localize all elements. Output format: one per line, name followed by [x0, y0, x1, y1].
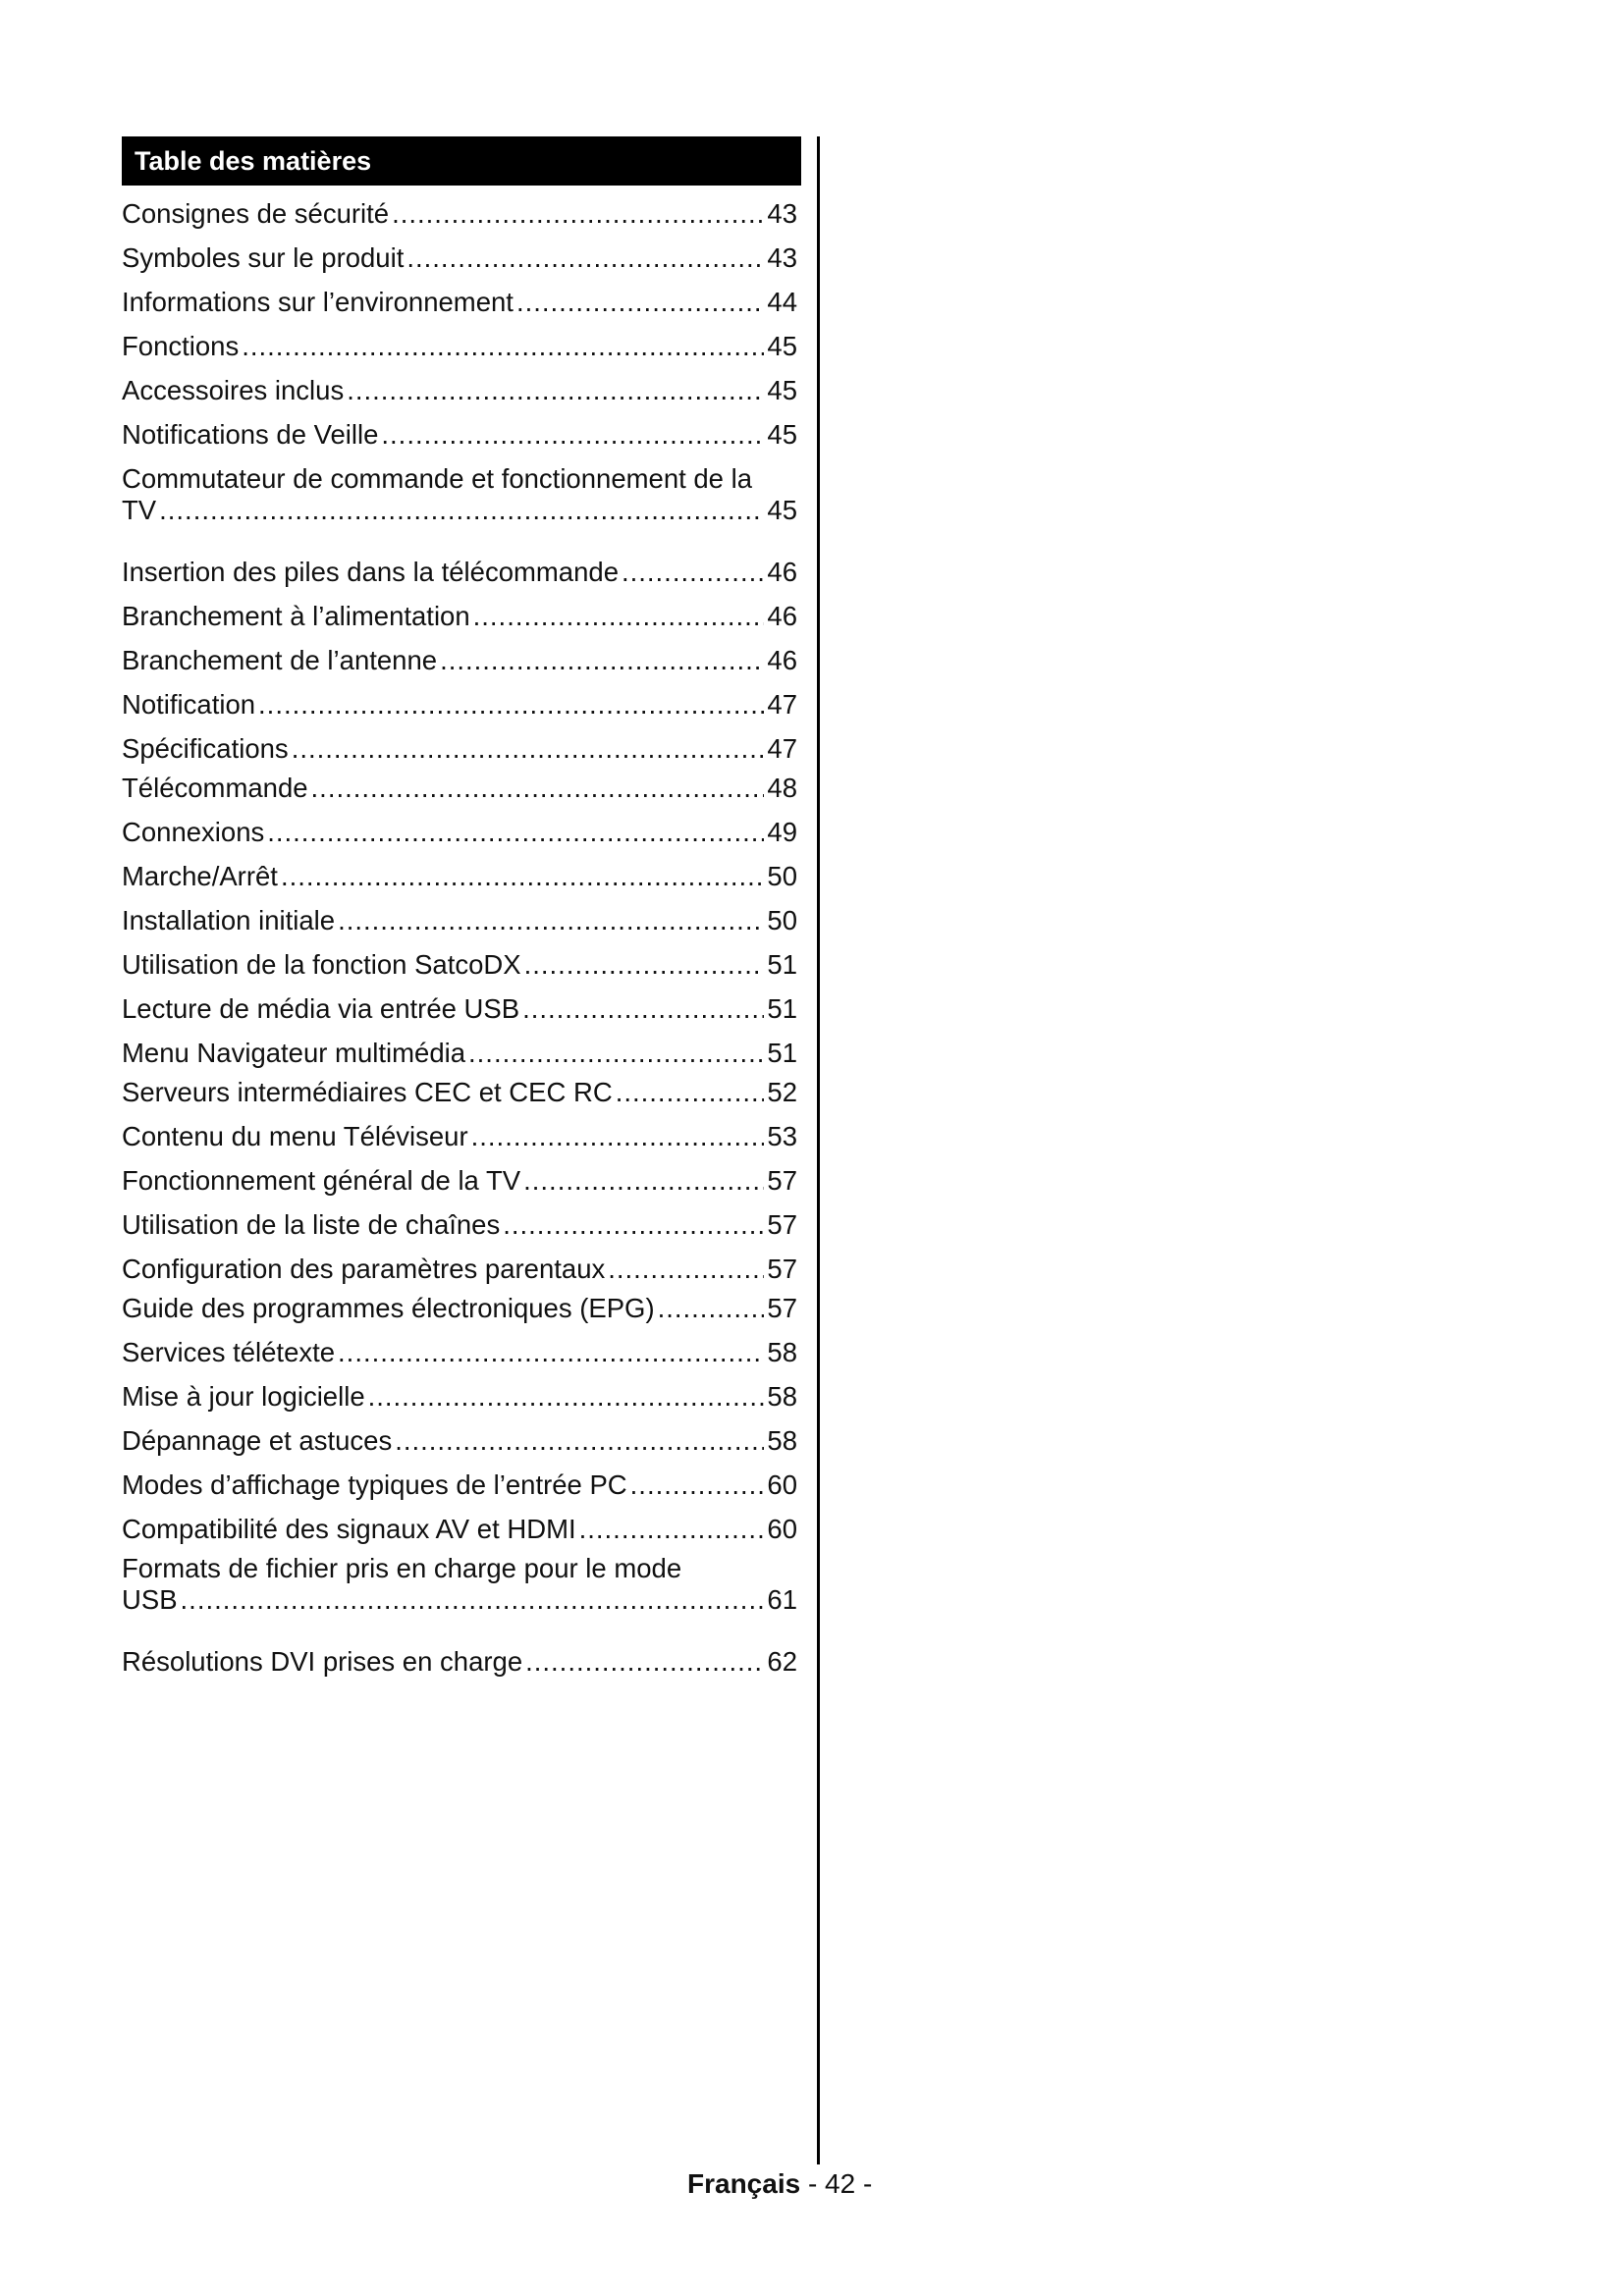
toc-entry[interactable] — [122, 601, 797, 632]
toc-entry[interactable] — [122, 198, 797, 230]
toc-entry[interactable] — [122, 689, 797, 721]
toc-entry[interactable] — [122, 331, 797, 362]
toc-entry-page: 46 — [767, 601, 797, 631]
leader-dots — [242, 331, 764, 362]
toc-entry-title-line1: Commutateur de commande et fonctionnement de la — [122, 463, 753, 494]
leader-dots — [525, 1646, 764, 1678]
toc-entry-page: 58 — [767, 1425, 797, 1456]
leader-dots — [616, 1077, 765, 1108]
leader-dots — [368, 1381, 765, 1413]
toc-entry-page: 51 — [767, 993, 797, 1024]
toc-entry-title: Symboles sur le produit — [122, 242, 405, 273]
toc-entry[interactable] — [122, 1514, 797, 1545]
leader-dots — [579, 1514, 765, 1545]
toc-entry-title: Accessoires inclus — [122, 375, 345, 405]
toc-entry-title: Mise à jour logicielle — [122, 1381, 365, 1412]
toc-entry[interactable] — [122, 287, 797, 318]
toc-entry-title: Modes d’affichage typiques de l’entrée PC — [122, 1469, 627, 1500]
toc-entry-page: 57 — [767, 1165, 797, 1196]
leader-dots — [159, 495, 764, 526]
leader-dots — [181, 1584, 765, 1616]
toc-entry-page: 60 — [767, 1469, 797, 1500]
toc-entry-page: 50 — [767, 905, 797, 935]
leader-dots — [523, 1165, 764, 1197]
toc-entry[interactable] — [122, 375, 797, 406]
toc-entry-page: 44 — [767, 287, 797, 317]
footer-language: Français — [687, 2168, 801, 2199]
toc-entry-page: 45 — [767, 495, 797, 525]
leader-dots — [503, 1209, 764, 1241]
leader-dots — [292, 733, 765, 765]
toc-entry-title: Menu Navigateur multimédia — [122, 1038, 466, 1068]
toc-entry-title: Insertion des piles dans la télécommande — [122, 557, 619, 587]
toc-entry[interactable] — [122, 817, 797, 848]
toc-entry-title: Notification — [122, 689, 256, 720]
toc-entry[interactable] — [122, 1646, 797, 1678]
toc-entry[interactable] — [122, 1553, 797, 1616]
toc-entry-title: Utilisation de la fonction SatcoDX — [122, 949, 521, 980]
toc-entry[interactable] — [122, 1038, 797, 1069]
toc-entry-page: 49 — [767, 817, 797, 847]
toc-entry-title: TV — [122, 495, 157, 525]
toc-entry-title: Télécommande — [122, 773, 308, 803]
leader-dots — [524, 949, 765, 981]
toc-entry-title: Spécifications — [122, 733, 289, 764]
toc-entry-page: 62 — [767, 1646, 797, 1677]
toc-entry-title: Résolutions DVI prises en charge — [122, 1646, 523, 1677]
toc-entry[interactable] — [122, 773, 797, 804]
toc-entry[interactable] — [122, 1293, 797, 1324]
footer-page-number: - 42 - — [807, 2168, 873, 2199]
leader-dots — [311, 773, 765, 804]
toc-entry-title: Informations sur l’environnement — [122, 287, 514, 317]
toc-entry[interactable] — [122, 1337, 797, 1368]
leader-dots — [630, 1469, 765, 1501]
toc-entry-page: 45 — [767, 331, 797, 361]
toc-entry-page: 51 — [767, 949, 797, 980]
toc-entry-title: Notifications de Veille — [122, 419, 379, 450]
toc-entry-page: 52 — [767, 1077, 797, 1107]
toc-entry-page: 43 — [767, 198, 797, 229]
toc-entry[interactable] — [122, 1381, 797, 1413]
toc-entry[interactable] — [122, 1469, 797, 1501]
toc-entry-page: 57 — [767, 1254, 797, 1284]
toc-entry-title: Fonctionnement général de la TV — [122, 1165, 521, 1196]
toc-entry-title: Fonctions — [122, 331, 240, 361]
toc-heading: Table des matières — [122, 136, 801, 186]
leader-dots — [440, 645, 764, 676]
toc-entry-title: Dépannage et astuces — [122, 1425, 393, 1456]
toc-entry-title: Services télétexte — [122, 1337, 336, 1367]
leader-dots — [338, 1337, 764, 1368]
toc-entry[interactable] — [122, 949, 797, 981]
leader-dots — [516, 287, 764, 318]
leader-dots — [281, 861, 764, 892]
toc-entry-page: 45 — [767, 375, 797, 405]
leader-dots — [608, 1254, 764, 1285]
toc-entry[interactable] — [122, 1209, 797, 1241]
toc-entry-title: Compatibilité des signaux AV et HDMI — [122, 1514, 576, 1544]
toc-entry-page: 58 — [767, 1381, 797, 1412]
leader-dots — [338, 905, 764, 936]
toc-entry[interactable] — [122, 1425, 797, 1457]
toc-entry-title: Installation initiale — [122, 905, 336, 935]
column-divider — [817, 136, 820, 2164]
toc-entry[interactable] — [122, 1254, 797, 1285]
toc-entry[interactable] — [122, 463, 797, 526]
toc-entry[interactable] — [122, 557, 797, 588]
leader-dots — [267, 817, 764, 848]
leader-dots — [473, 601, 765, 632]
toc-entry-title: Configuration des paramètres parentaux — [122, 1254, 606, 1284]
leader-dots — [347, 375, 764, 406]
leader-dots — [381, 419, 764, 451]
toc-entry-title: Serveurs intermédiaires CEC et CEC RC — [122, 1077, 613, 1107]
toc-entry-page: 53 — [767, 1121, 797, 1151]
toc-entry-title: Contenu du menu Téléviseur — [122, 1121, 468, 1151]
toc-entry-page: 50 — [767, 861, 797, 891]
toc-entry-title: Connexions — [122, 817, 265, 847]
leader-dots — [622, 557, 764, 588]
leader-dots — [658, 1293, 765, 1324]
toc-entry-page: 46 — [767, 557, 797, 587]
toc-entry-page: 60 — [767, 1514, 797, 1544]
toc-entry-page: 58 — [767, 1337, 797, 1367]
toc-entry-title: Branchement de l’antenne — [122, 645, 438, 675]
page-footer — [687, 2168, 872, 2200]
leader-dots — [471, 1121, 765, 1152]
toc-entry[interactable] — [122, 645, 797, 676]
toc-entry-page: 47 — [767, 689, 797, 720]
leader-dots — [392, 198, 764, 230]
toc-entry[interactable] — [122, 905, 797, 936]
leader-dots — [406, 242, 764, 274]
leader-dots — [258, 689, 764, 721]
toc-entry-title: Marche/Arrêt — [122, 861, 278, 891]
toc-entry-title: Guide des programmes électroniques (EPG) — [122, 1293, 655, 1323]
leader-dots — [522, 993, 764, 1025]
toc-entry-title: Consignes de sécurité — [122, 198, 390, 229]
toc-entry-title: Lecture de média via entrée USB — [122, 993, 520, 1024]
toc-entry[interactable] — [122, 733, 797, 765]
toc-entry[interactable] — [122, 1165, 797, 1197]
toc-entry[interactable] — [122, 1077, 797, 1108]
toc-entry-title: Utilisation de la liste de chaînes — [122, 1209, 501, 1240]
toc-entry-page: 45 — [767, 419, 797, 450]
toc-entry-page: 61 — [767, 1584, 797, 1615]
toc-entry[interactable] — [122, 993, 797, 1025]
toc-entry-title: USB — [122, 1584, 178, 1615]
toc-entry-page: 57 — [767, 1209, 797, 1240]
toc-entry-title-line1: Formats de fichier pris en charge pour le mode — [122, 1553, 682, 1583]
toc-entry[interactable] — [122, 419, 797, 451]
toc-entry-title: Branchement à l’alimentation — [122, 601, 470, 631]
leader-dots — [395, 1425, 764, 1457]
toc-entry[interactable] — [122, 242, 797, 274]
leader-dots — [468, 1038, 764, 1069]
toc-entry[interactable] — [122, 1121, 797, 1152]
toc-entry[interactable] — [122, 861, 797, 892]
toc-entry-page: 46 — [767, 645, 797, 675]
toc-entry-page: 47 — [767, 733, 797, 764]
toc-entry-page: 57 — [767, 1293, 797, 1323]
toc-entry-page: 51 — [767, 1038, 797, 1068]
toc-entry-page: 43 — [767, 242, 797, 273]
toc-entry-page: 48 — [767, 773, 797, 803]
